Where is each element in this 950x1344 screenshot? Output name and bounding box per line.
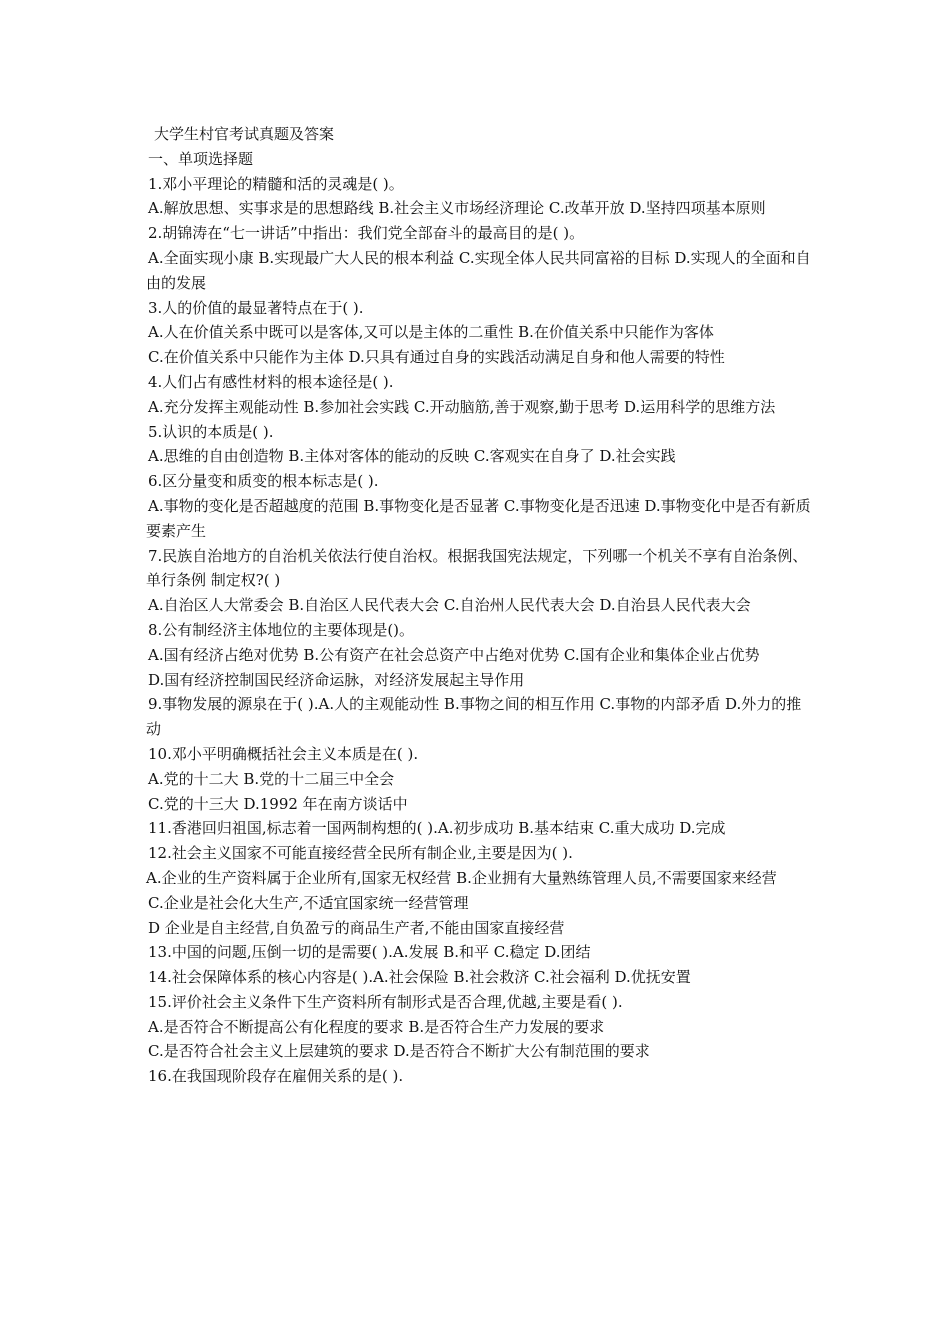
- question-15-options-cd: C.是否符合社会主义上层建筑的要求 D.是否符合不断扩大公有制范围的要求: [148, 1042, 650, 1061]
- question-2: 2.胡锦涛在“七一讲话”中指出：我们党全部奋斗的最高目的是( )。: [148, 224, 585, 243]
- section-heading: 一、单项选择题: [148, 149, 254, 168]
- question-10: 10.邓小平明确概括社会主义本质是在( ).: [148, 744, 419, 763]
- question-6-options: A.事物的变化是否超越度的范围 B.事物变化是否显著 C.事物变化是否迅速 D.事物变化中是否有新质要素产生: [146, 496, 811, 540]
- question-7: 7.民族自治地方的自治机关依法行使自治权。根据我国宪法规定，下列哪一个机关不享有自治条例、单行条例 制定权?( ): [146, 546, 808, 590]
- question-3-options-ab: A.人在价值关系中既可以是客体,又可以是主体的二重性 B.在价值关系中只能作为客体: [148, 323, 714, 342]
- question-5: 5.认识的本质是( ).: [148, 422, 274, 441]
- question-6: 6.区分量变和质变的根本标志是( ).: [148, 472, 379, 491]
- question-8-options-abc: A.国有经济占绝对优势 B.公有资产在社会总资产中占绝对优势 C.国有企业和集体企业占优势: [148, 645, 760, 664]
- document-title: 大学生村官考试真题及答案: [154, 125, 335, 143]
- document-page: [146, 122, 814, 1089]
- question-1: 1.邓小平理论的精髓和活的灵魂是( )。: [148, 174, 404, 193]
- question-4: 4.人们占有感性材料的根本途径是( ).: [148, 372, 394, 391]
- question-10-options-cd: C.党的十三大 D.1992 年在南方谈话中: [148, 794, 408, 813]
- question-7-options: A.自治区人大常委会 B.自治区人民代表大会 C.自治州人民代表大会 D.自治县人民代表大会: [148, 596, 751, 615]
- question-11: 11.香港回归祖国,标志着一国两制构想的( ).A.初步成功 B.基本结束 C.重大成功 D.完成: [148, 819, 726, 838]
- question-4-options: A.充分发挥主观能动性 B.参加社会实践 C.开动脑筋,善于观察,勤于思考 D.运用科学的思维方法: [148, 397, 776, 416]
- question-8-option-d: D.国有经济控制国民经济命运脉，对经济发展起主导作用: [148, 670, 525, 689]
- question-12-option-d: D 企业是自主经营,自负盈亏的商品生产者,不能由国家直接经营: [148, 918, 565, 937]
- question-3: 3.人的价值的最显著特点在于( ).: [148, 298, 364, 317]
- question-2-options: A.全面实现小康 B.实现最广大人民的根本利益 C.实现全体人民共同富裕的目标 D.实现人的全面和自由的发展: [146, 248, 811, 292]
- question-3-options-cd: C.在价值关系中只能作为主体 D.只具有通过自身的实践活动满足自身和他人需要的特性: [148, 348, 725, 367]
- question-12-option-c: C.企业是社会化大生产,不适宜国家统一经营管理: [148, 893, 469, 912]
- question-10-options-ab: A.党的十二大 B.党的十二届三中全会: [148, 769, 395, 788]
- question-15-options-ab: A.是否符合不断提高公有化程度的要求 B.是否符合生产力发展的要求: [148, 1017, 605, 1036]
- question-13: 13.中国的问题,压倒一切的是需要( ).A.发展 B.和平 C.稳定 D.团结: [148, 943, 591, 962]
- question-12-options-ab: A.企业的生产资料属于企业所有,国家无权经营 B.企业拥有大量熟练管理人员,不需要国家来经营: [146, 868, 777, 887]
- question-9: 9.事物发展的源泉在于( ).A.人的主观能动性 B.事物之间的相互作用 C.事物的内部矛盾 D.外力的推动: [146, 695, 802, 739]
- question-14: 14.社会保障体系的核心内容是( ).A.社会保险 B.社会救济 C.社会福利 D.优抚安置: [148, 968, 691, 987]
- question-8: 8.公有制经济主体地位的主要体现是()。: [148, 620, 415, 639]
- question-16: 16.在我国现阶段存在雇佣关系的是( ).: [148, 1067, 404, 1086]
- question-1-options: A.解放思想、实事求是的思想路线 B.社会主义市场经济理论 C.改革开放 D.坚持四项基本原则: [148, 199, 766, 218]
- question-15: 15.评价社会主义条件下生产资料所有制形式是否合理,优越,主要是看( ).: [148, 992, 623, 1011]
- question-5-options: A.思维的自由创造物 B.主体对客体的能动的反映 C.客观实在自身了 D.社会实践: [148, 447, 676, 466]
- question-12: 12.社会主义国家不可能直接经营全民所有制企业,主要是因为( ).: [148, 844, 573, 863]
